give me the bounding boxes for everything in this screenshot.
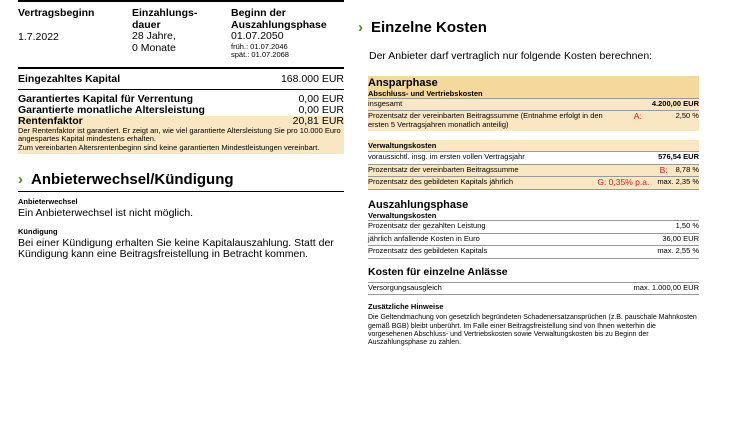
admin-row-label: Prozentsatz der vereinbarten Beitragssumme	[368, 164, 519, 174]
payout-header-1: Beginn der	[231, 7, 286, 19]
payout-value: 01.07.2050	[231, 30, 284, 42]
factor-note: Der Rentenfaktor ist garantiert. Er zeigt an, wie viel garantierte Altersleistung Sie pro 10.000 Euro angespartes Kapital mindestens erhalten.	[18, 125, 341, 144]
admin-row-label: Prozentsatz des gebildeten Kapitals jährlich	[368, 177, 514, 187]
monthly-label: Garantierte monatliche Altersleistung	[18, 103, 205, 116]
payout-row	[368, 233, 699, 246]
savings-row-tag: A:	[633, 111, 642, 122]
right-column	[358, 19, 699, 347]
payout-row-value: 1,50 %	[675, 221, 699, 231]
admin-header	[368, 140, 699, 151]
savings-header	[368, 76, 699, 98]
payout-row-label: Prozentsatz der gezahlten Leistung	[368, 221, 486, 231]
switch-title: Anbieterwechsel/Kündigung	[31, 171, 234, 189]
events-bottom-rule	[368, 294, 699, 295]
duration-value-1: 28 Jahre,	[132, 30, 176, 42]
admin-row-label: voraussichtl. insg. im ersten vollen Vertragsjahr	[368, 152, 525, 162]
payout-early: früh.: 01.07.2046	[231, 41, 288, 51]
admin-bottom-rule	[368, 189, 699, 190]
savings-row-label: insgesamt	[368, 98, 403, 108]
payout-row-label: Prozentsatz des gebildeten Kapitals	[368, 246, 488, 256]
payout-late: spät.: 01.07.2068	[231, 50, 289, 59]
payout-sub: Verwaltungskosten	[368, 211, 437, 221]
switch-text-2: Bei einer Kündigung erhalten Sie keine Kapitalauszahlung. Statt der Kündigung kann eine Beitragsfreistellung in Betracht kommen.	[18, 236, 334, 261]
capital-label: Eingezahltes Kapital	[18, 72, 121, 85]
switch-sub-2: Kündigung	[18, 226, 58, 236]
monthly-value: 0,00 EUR	[298, 103, 344, 116]
savings-row-value: 2,50 %	[675, 111, 699, 121]
duration-header-1: Einzahlungs-	[132, 7, 198, 19]
admin-row	[368, 151, 699, 164]
duration-value-2: 0 Monate	[132, 41, 176, 54]
savings-row-label: Prozentsatz der vereinbarten Beitragssumme (Entnahme erfolgt in den ersten 5 Vertragsjahren monatlich anteilig)	[368, 111, 603, 129]
costs-heading	[358, 19, 699, 36]
factor-label: Rentenfaktor	[18, 114, 83, 127]
duration-header-2: dauer	[132, 18, 161, 31]
chevron-right-icon: ›	[18, 171, 23, 189]
savings-row-value: 4.200,00 EUR	[651, 98, 699, 108]
savings-title: Ansparphase	[368, 76, 438, 89]
capital-row	[18, 69, 344, 89]
switch-sub-1: Anbieterwechsel	[18, 197, 78, 207]
admin-row-value: 8,78 %	[675, 164, 699, 174]
costs-intro: Der Anbieter darf vertraglich nur folgende Kosten berechnen:	[369, 50, 653, 62]
annuity-label: Garantiertes Kapital für Verrentung	[18, 92, 194, 105]
payout-row-value: 36,00 EUR	[662, 233, 699, 243]
payout-title: Auszahlungsphase	[368, 199, 469, 212]
factor-value: 20,81 EUR	[292, 114, 344, 127]
costs-title: Einzelne Kosten	[371, 19, 487, 36]
admin-row	[368, 164, 699, 177]
start-header: Vertragsbeginn	[18, 7, 95, 19]
events-row	[368, 282, 699, 295]
factor-box	[18, 116, 344, 155]
hints-text: Die Geltendmachung von gesetzlich begründeten Schadenersatzansprüchen (z.B. pauschale Mahnkosten gemäß BGB) bleibt unberührt. Im Falle einer Beitragsfreistellung sind von Ihnen weiterhin die vorgesehenen Abschluss- und Vertriebskosten sowie Verwaltungskosten bis zu Beginn der Auszahlungsphase zu zahlen.	[368, 314, 697, 347]
start-value: 1.7.2022	[18, 30, 59, 43]
switch-heading	[18, 171, 344, 188]
admin-sub: Verwaltungskosten	[368, 141, 437, 151]
admin-row	[368, 176, 699, 189]
payout-header-2: Auszahlungsphase	[231, 18, 327, 31]
left-column	[18, 0, 344, 261]
events-row-value: max. 1.000,00 EUR	[633, 282, 699, 292]
payout-row	[368, 220, 699, 233]
switch-rule	[18, 191, 344, 192]
switch-text-1: Ein Anbieterwechsel ist nicht möglich.	[18, 207, 194, 220]
admin-row-value: max. 2,35 %	[657, 177, 699, 187]
annuity-value: 0,00 EUR	[298, 92, 344, 105]
payout-row	[368, 245, 699, 258]
admin-row-tag: B:	[659, 164, 668, 175]
chevron-right-icon: ›	[358, 19, 363, 36]
contract-table	[18, 2, 344, 60]
guarantee-block	[18, 90, 344, 155]
hints-title: Zusätzliche Hinweise	[368, 302, 444, 312]
admin-row-tag: G: 0,35% p.a.	[597, 177, 650, 188]
savings-row	[368, 98, 699, 111]
admin-row-value: 576,54 EUR	[658, 152, 699, 162]
savings-row	[368, 110, 699, 131]
events-title: Kosten für einzelne Anlässe	[368, 265, 508, 278]
savings-sub: Abschluss- und Vertriebskosten	[368, 88, 483, 98]
capital-value: 168.000 EUR	[280, 72, 344, 85]
payout-header	[368, 199, 699, 220]
events-row-label: Versorgungsausgleich	[368, 282, 442, 292]
factor-note-2: Zum vereinbarten Altersrentenbeginn sind keine garantierten Mindestleistungen vereinbart.	[18, 142, 320, 152]
payout-row-value: max. 2,55 %	[657, 246, 699, 256]
payout-row-label: jährlich anfallende Kosten in Euro	[368, 233, 480, 243]
payout-bottom-rule	[368, 258, 699, 259]
